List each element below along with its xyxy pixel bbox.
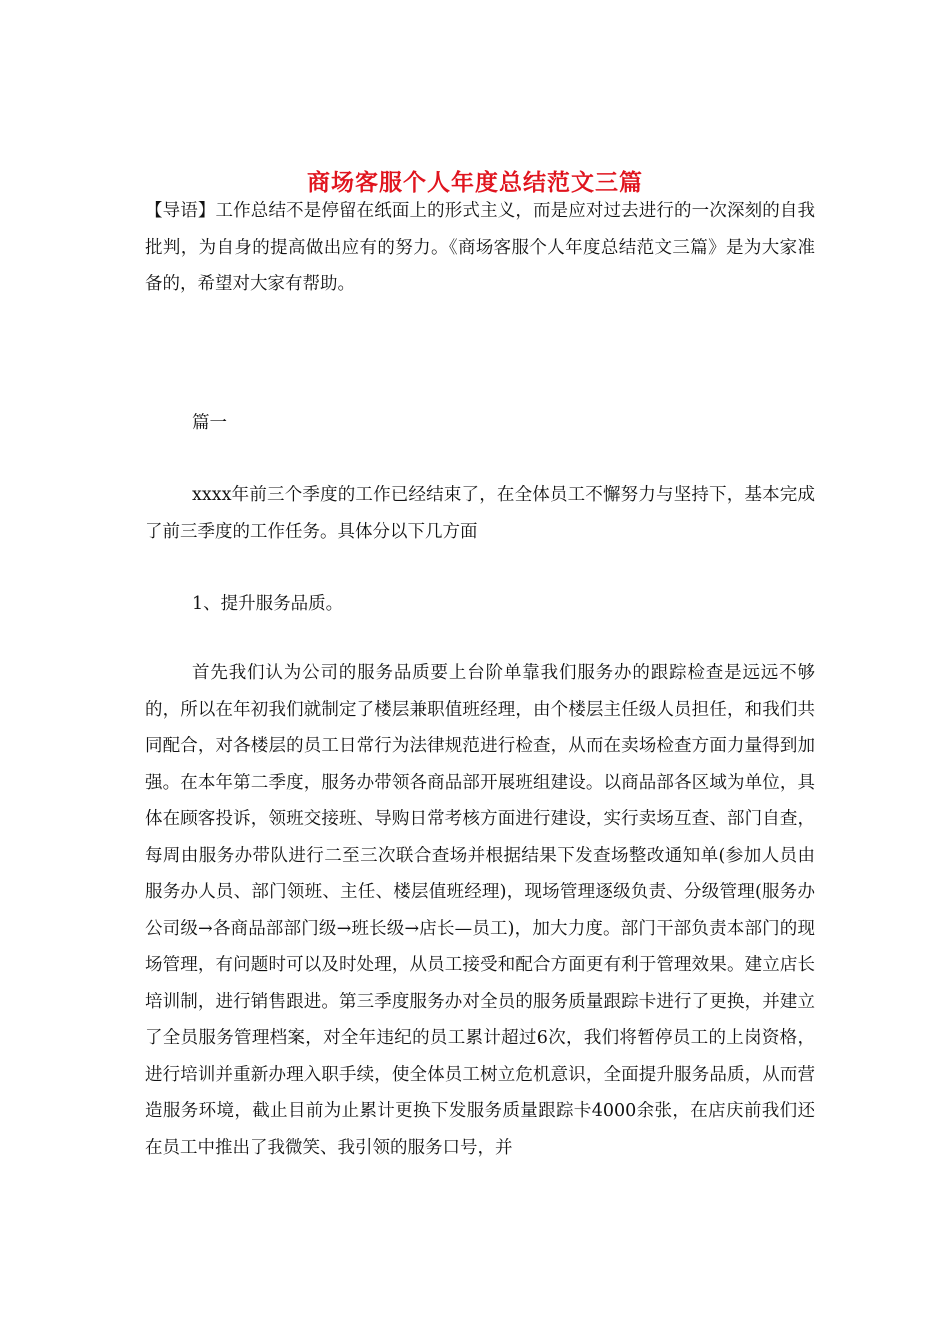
document-title: 商场客服个人年度总结范文三篇	[307, 169, 643, 197]
section-heading: 篇一	[192, 413, 227, 433]
paragraph-main: 首先我们认为公司的服务品质要上台阶单靠我们服务办的跟踪检查是远远不够的，所以在年初我们就制定了楼层兼职值班经理，由个楼层主任级人员担任，和我们共同配合，对各楼层的员工日常行为法律规范进行检查，从而在卖场检查方面力量得到加强。在本年第二季度，服务办带领各商品部开展班组建设。以商品部各区域为单位，具体在顾客投诉，领班交接班、导购日常考核方面进行建设，实行卖场互查、部门自查，每周由服务办带队进行二至三次联合查场并根据结果下发查场整改通知单(参加人员由服务办人员、部门领班、主任、楼层值班经理)，现场管理逐级负责、分级管理(服务办公司级→各商品部部门级→班长级→店长—员工)，加大力度。部门干部负责本部门的现场管理，有问题时可以及时处理，从员工接受和配合方面更有利于管理效果。建立店长培训制，进行销售跟进。第三季度服务办对全员的服务质量跟踪卡进行了更换，并建立了全员服务管理档案，对全年违纪的员工累计超过6次，我们将暂停员工的上岗资格，进行培训并重新办理入职手续，使全体员工树立危机意识，全面提升服务品质，从而营造服务环境，截止目前为止累计更换下发服务质量跟踪卡4000余张，在店庆前我们还在员工中推出了我微笑、我引领的服务口号，并	[145, 663, 815, 1158]
paragraph-item-heading: 1、提升服务品质。	[192, 594, 344, 614]
intro-paragraph: 【导语】工作总结不是停留在纸面上的形式主义，而是应对过去进行的一次深刻的自我批判，为自身的提高做出应有的努力。《商场客服个人年度总结范文三篇》是为大家准备的，希望对大家有帮助。	[145, 201, 815, 294]
paragraph-lead: xxxx年前三个季度的工作已经结束了，在全体员工不懈努力与坚持下，基本完成了前三季度的工作任务。具体分以下几方面	[145, 485, 815, 542]
